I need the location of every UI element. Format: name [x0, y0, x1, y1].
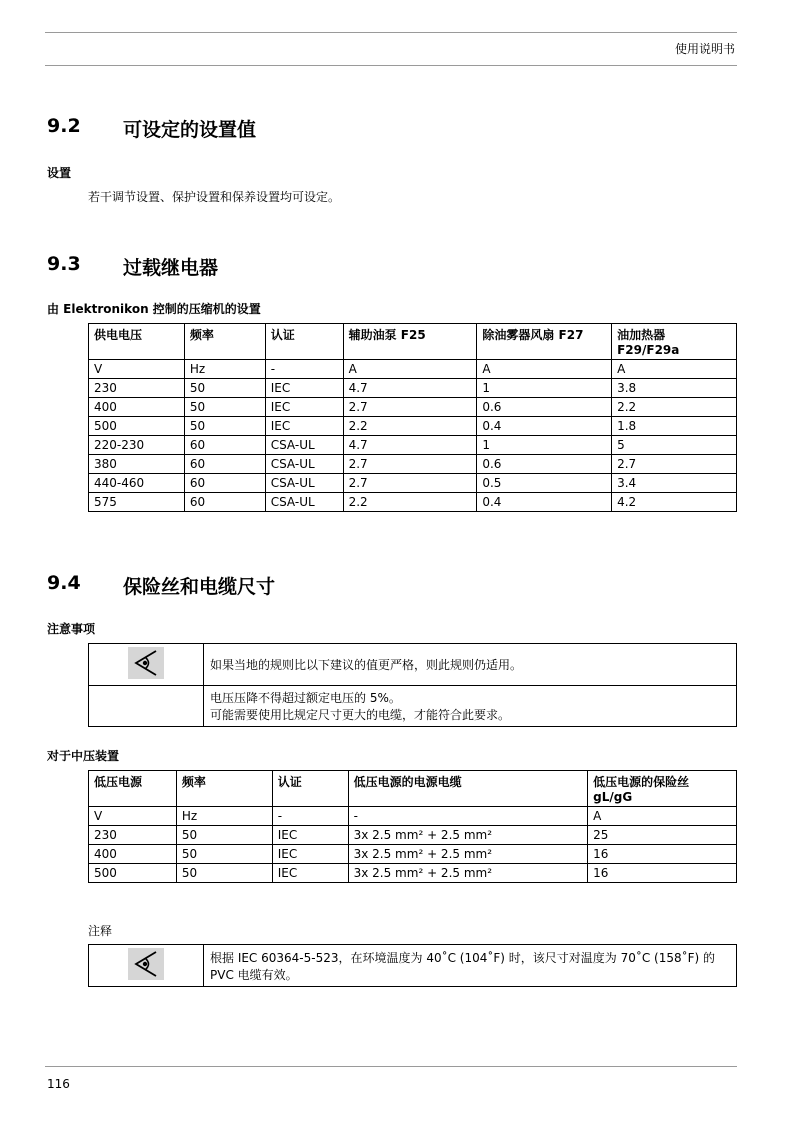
table-cell: 380: [89, 455, 185, 474]
table-row: [89, 474, 737, 493]
table-cell: 25: [588, 826, 737, 845]
header-certification: 认证: [265, 324, 343, 360]
notes-table: [88, 643, 737, 727]
section-number: 9.3: [47, 253, 81, 275]
table-row: [89, 845, 737, 864]
section-title: 过载继电器: [123, 257, 219, 279]
table-cell: CSA-UL: [265, 436, 343, 455]
table-cell: 3.8: [612, 379, 737, 398]
table-cell: 1.8: [612, 417, 737, 436]
table-header-row: [89, 771, 737, 807]
table-cell: 440-460: [89, 474, 185, 493]
table-cell: A: [612, 360, 737, 379]
remark-text: 根据 IEC 60364-5-523，在环境温度为 40˚C (104˚F) 时，该尺寸对温度为 70˚C (158˚F) 的 PVC 电缆有效。: [204, 945, 737, 987]
table-cell: 500: [89, 864, 177, 883]
table-row: [89, 493, 737, 512]
table-cell: IEC: [265, 379, 343, 398]
table-cell: 60: [184, 493, 265, 512]
header-oil-heater: 油加热器 F29/F29a: [612, 324, 737, 360]
header-certification: 认证: [272, 771, 348, 807]
table-cell: 3x 2.5 mm² + 2.5 mm²: [348, 845, 588, 864]
header-rule-top: [45, 32, 737, 33]
header-rule-bottom: [45, 65, 737, 66]
table-cell: 60: [184, 474, 265, 493]
section-title: 可设定的设置值: [123, 119, 257, 141]
table-cell: 1: [477, 436, 612, 455]
table-row: [89, 398, 737, 417]
table-cell: A: [588, 807, 737, 826]
note-text: 如果当地的规则比以下建议的值更严格，则此规则仍适用。: [204, 644, 737, 686]
table-row: [89, 360, 737, 379]
table-cell: 2.7: [612, 455, 737, 474]
table-row: [89, 807, 737, 826]
section-number: 9.2: [47, 115, 81, 137]
section-title: 保险丝和电缆尺寸: [123, 576, 276, 598]
table-cell: CSA-UL: [265, 455, 343, 474]
section-number: 9.4: [47, 572, 81, 594]
table-cell: 4.7: [343, 436, 477, 455]
table-cell: 2.7: [343, 398, 477, 417]
table-row: [89, 864, 737, 883]
remark-heading: 注释: [88, 924, 113, 938]
table-cell: 2.7: [343, 474, 477, 493]
table-cell: 50: [176, 845, 272, 864]
note-icon-cell: [89, 644, 204, 686]
table-cell: IEC: [265, 398, 343, 417]
table-cell: 2.2: [612, 398, 737, 417]
table-cell: 220-230: [89, 436, 185, 455]
header-aux-oil-pump: 辅助油泵 F25: [343, 324, 477, 360]
note-row: [89, 945, 737, 987]
table-cell: -: [272, 807, 348, 826]
table-cell: 50: [184, 379, 265, 398]
table-cell: CSA-UL: [265, 493, 343, 512]
table-cell: IEC: [272, 826, 348, 845]
table-cell: 3x 2.5 mm² + 2.5 mm²: [348, 826, 588, 845]
header-frequency: 频率: [176, 771, 272, 807]
eye-caution-icon: [128, 969, 164, 983]
table-cell: V: [89, 807, 177, 826]
table-cell: 50: [184, 417, 265, 436]
note-row: [89, 686, 737, 727]
table-cell: 4.2: [612, 493, 737, 512]
table-cell: A: [343, 360, 477, 379]
table-cell: 60: [184, 455, 265, 474]
table-cell: 2.2: [343, 417, 477, 436]
manual-title: 使用说明书: [674, 42, 735, 56]
table-row: [89, 417, 737, 436]
table-header-row: [89, 324, 737, 360]
header-supply-voltage: 供电电压: [89, 324, 185, 360]
subheading: 对于中压装置: [47, 749, 120, 763]
table-cell: 400: [89, 845, 177, 864]
table-cell: 400: [89, 398, 185, 417]
table-row: [89, 455, 737, 474]
header-fuse: 低压电源的保险丝 gL/gG: [588, 771, 737, 807]
table-cell: 0.4: [477, 493, 612, 512]
remark-table: [88, 944, 737, 987]
table-cell: IEC: [272, 864, 348, 883]
table-cell: 1: [477, 379, 612, 398]
table-cell: 16: [588, 845, 737, 864]
table-cell: 60: [184, 436, 265, 455]
table-cell: 575: [89, 493, 185, 512]
table-cell: -: [265, 360, 343, 379]
table-cell: 0.5: [477, 474, 612, 493]
table-cell: V: [89, 360, 185, 379]
header-lv-supply: 低压电源: [89, 771, 177, 807]
table-cell: 0.6: [477, 455, 612, 474]
subheading: 由 Elektronikon 控制的压缩机的设置: [47, 302, 261, 316]
eye-caution-icon: [128, 668, 164, 682]
table-cell: 3x 2.5 mm² + 2.5 mm²: [348, 864, 588, 883]
table-cell: 3.4: [612, 474, 737, 493]
table-cell: 2.7: [343, 455, 477, 474]
notes-heading: 注意事项: [47, 622, 96, 636]
header-supply-cable: 低压电源的电源电缆: [348, 771, 588, 807]
table-cell: Hz: [176, 807, 272, 826]
footer-rule: [45, 1066, 737, 1067]
table-row: [89, 436, 737, 455]
header-oil-mist-fan: 除油雾器风扇 F27: [477, 324, 612, 360]
table-row: [89, 379, 737, 398]
table-cell: 4.7: [343, 379, 477, 398]
table-cell: IEC: [272, 845, 348, 864]
table-cell: 50: [176, 864, 272, 883]
note-icon-cell-empty: [89, 686, 204, 727]
body-paragraph: 若干调节设置、保护设置和保养设置均可设定。: [88, 190, 341, 204]
table-cell: 230: [89, 379, 185, 398]
note-text: 电压压降不得超过额定电压的 5%。 可能需要使用比规定尺寸更大的电缆，才能符合此要求。: [204, 686, 737, 727]
table-cell: A: [477, 360, 612, 379]
note-icon-cell: [89, 945, 204, 987]
header-frequency: 频率: [184, 324, 265, 360]
table-cell: 50: [184, 398, 265, 417]
table-cell: 16: [588, 864, 737, 883]
table-cell: IEC: [265, 417, 343, 436]
table-cell: CSA-UL: [265, 474, 343, 493]
table-cell: Hz: [184, 360, 265, 379]
table-cell: -: [348, 807, 588, 826]
fuse-cable-table: [88, 770, 737, 883]
table-cell: 50: [176, 826, 272, 845]
table-row: [89, 826, 737, 845]
page-number: 116: [47, 1077, 70, 1091]
table-cell: 0.6: [477, 398, 612, 417]
table-cell: 500: [89, 417, 185, 436]
overload-relay-table: [88, 323, 737, 512]
table-cell: 5: [612, 436, 737, 455]
table-cell: 2.2: [343, 493, 477, 512]
note-row: [89, 644, 737, 686]
subheading: 设置: [47, 166, 72, 180]
table-cell: 0.4: [477, 417, 612, 436]
table-cell: 230: [89, 826, 177, 845]
